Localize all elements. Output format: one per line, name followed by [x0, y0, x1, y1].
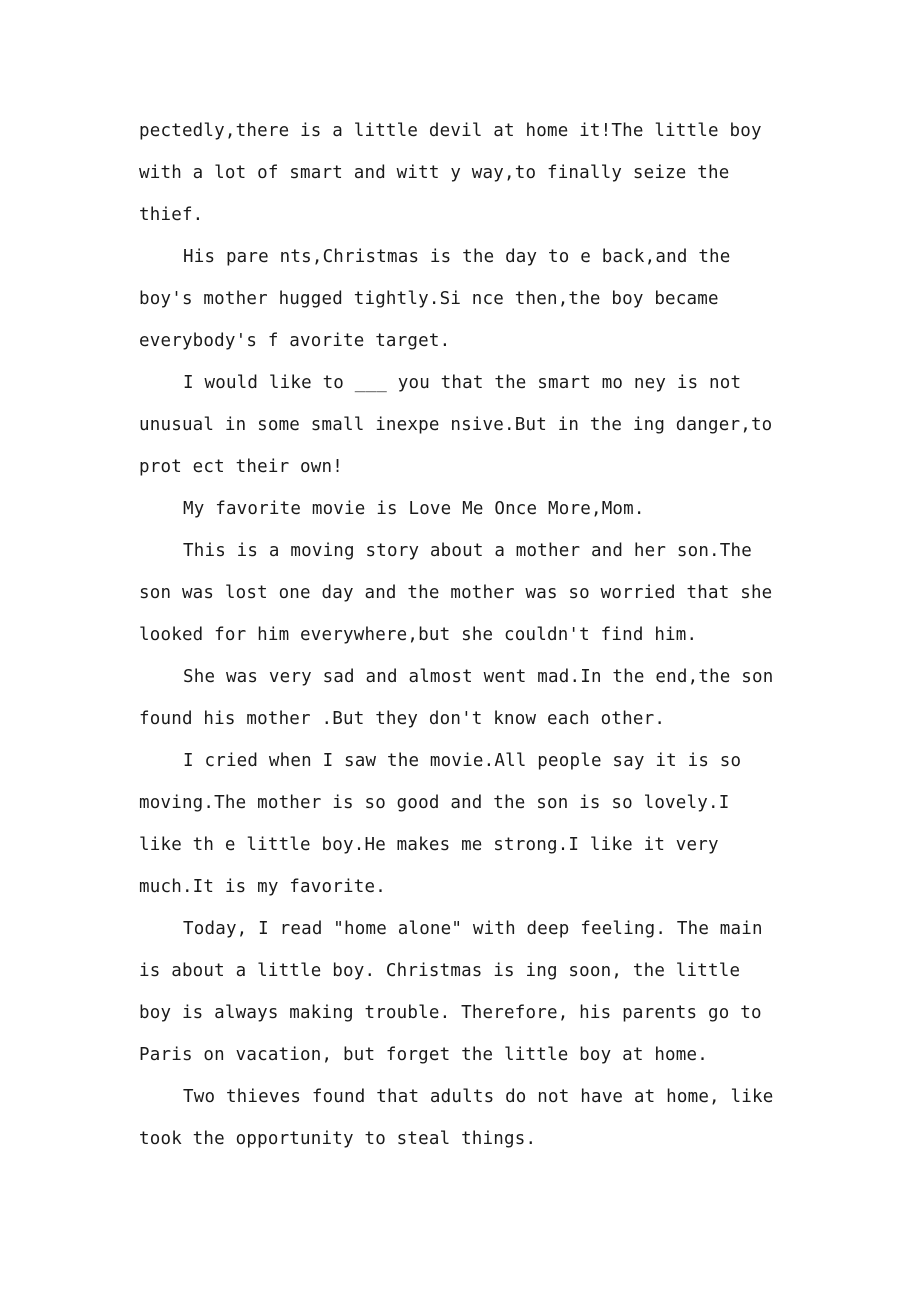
text-line: boy's mother hugged tightly.Si nce then,the boy became [139, 289, 719, 309]
document-body [139, 110, 789, 1160]
text-line: took the opportunity to steal things. [139, 1129, 537, 1149]
paragraph-start-line: I would like to ___ you that the smart mo ney is not [183, 373, 742, 393]
text-line: looked for him everywhere,but she couldn't find him. [139, 625, 698, 645]
paragraph-start-line: I cried when I saw the movie.All people say it is so [183, 751, 742, 771]
paragraph-start-line: This is a moving story about a mother and her son.The [183, 541, 753, 561]
text-line: found his mother .But they don't know each other. [139, 709, 666, 729]
paragraph-start-line: His pare nts,Christmas is the day to e back,and the [183, 247, 731, 267]
text-line: like th e little boy.He makes me strong.I like it very [139, 835, 719, 855]
text-line: pectedly,there is a little devil at home it!The little boy [139, 121, 762, 141]
text-line: everybody's f avorite target. [139, 331, 451, 351]
paragraph-start-line: She was very sad and almost went mad.In the end,the son [183, 667, 774, 687]
paragraph-start-line: Two thieves found that adults do not have at home, like [183, 1087, 774, 1107]
text-line: Paris on vacation, but forget the little boy at home. [139, 1045, 709, 1065]
text-line: thief. [139, 205, 204, 225]
text-line: unusual in some small inexpe nsive.But in the ing danger,to [139, 415, 773, 435]
text-line: much.It is my favorite. [139, 877, 386, 897]
paragraph-start-line: Today, I read "home alone" with deep feeling. The main [183, 919, 763, 939]
text-line: son was lost one day and the mother was so worried that she [139, 583, 773, 603]
text-line: boy is always making trouble. Therefore, his parents go to [139, 1003, 762, 1023]
text-line: is about a little boy. Christmas is ing soon, the little [139, 961, 741, 981]
text-line: with a lot of smart and witt y way,to finally seize the [139, 163, 730, 183]
paragraph-start-line: My favorite movie is Love Me Once More,Mom. [183, 499, 645, 519]
text-line: moving.The mother is so good and the son is so lovely.I [139, 793, 730, 813]
text-line: prot ect their own! [139, 457, 343, 477]
